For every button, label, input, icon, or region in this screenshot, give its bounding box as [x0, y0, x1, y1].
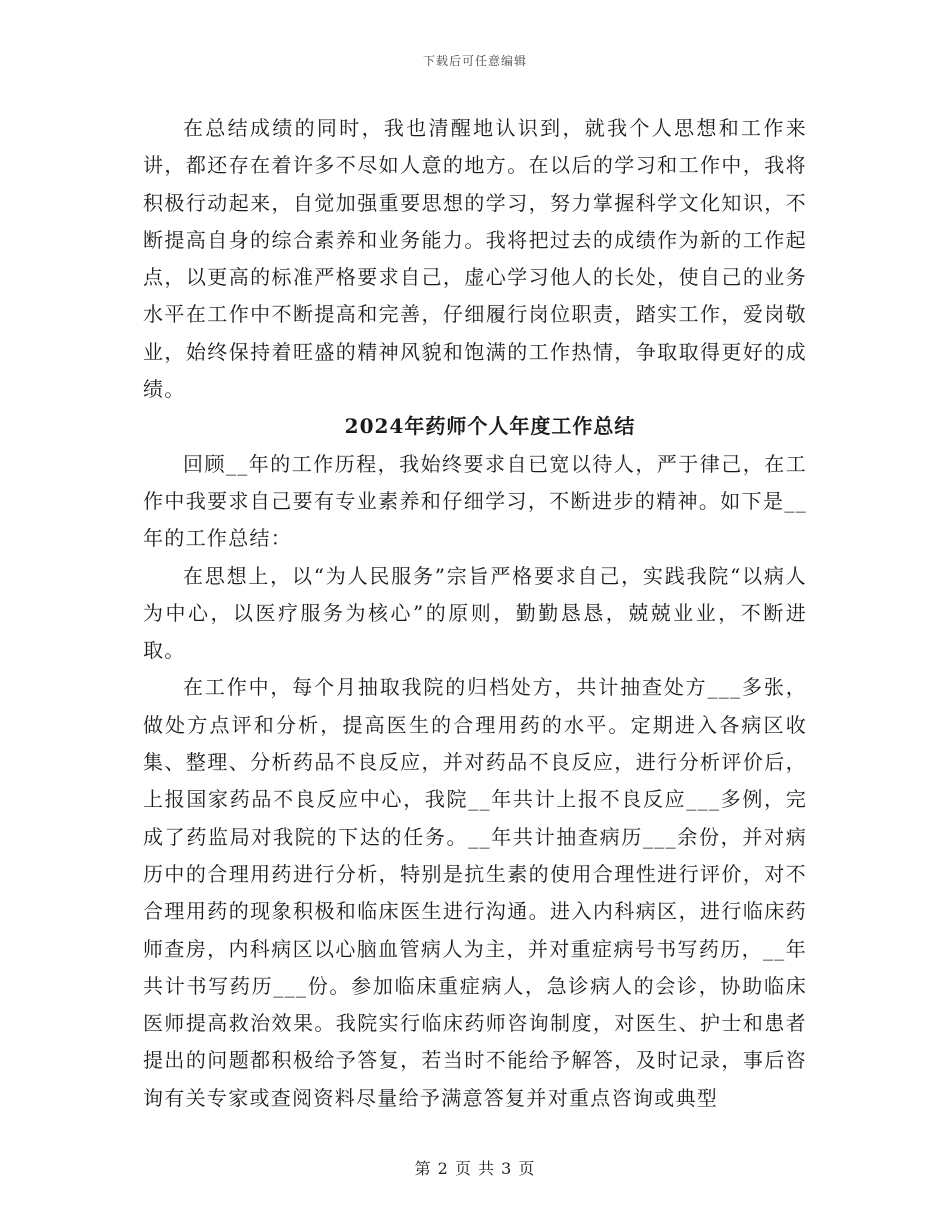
paragraph-summary-reflection: 在总结成绩的同时，我也清醒地认识到，就我个人思想和工作来讲，都还存在着许多不尽如人意的地方。在以后的学习和工作中，我将积极行动起来，自觉加强重要思想的学习，努力掌握科学文化知识，不断提高自身的综合素养和业务能力。我将把过去的成绩作为新的工作起点，以更高的标准严格要求自己，虚心学习他人的长处，使自己的业务水平在工作中不断提高和完善，仔细履行岗位职责，踏实工作，爱岗敬业，始终保持着旺盛的精神风貌和饱满的工作热情，争取取得更好的成绩。 — [143, 116, 807, 402]
document-body — [143, 110, 807, 1117]
document-title: 2024年药师个人年度工作总结 — [344, 414, 636, 439]
paragraph-work: 在工作中，每个月抽取我院的归档处方，共计抽查处方___多张，做处方点评和分析，提高医生的合理用药的水平。定期进入各病区收集、整理、分析药品不良反应，并对药品不良反应，进行分析评价后，上报国家药品不良反应中心，我院__年共计上报不良反应___多例，完成了药监局对我院的下达的任务。__年共计抽查病历___余份，并对病历中的合理用药进行分析，特别是抗生素的使用合理性进行评价，对不合理用药的现象积极和临床医生进行沟通。进入内科病区，进行临床药师查房，内科病区以心脑血管病人为主，并对重症病号书写药历，__年共计书写药历___份。参加临床重症病人，急诊病人的会诊，协助临床医师提高救治效果。我院实行临床药师咨询制度，对医生、护士和患者提出的问题都积极给予答复，若当时不能给予解答，及时记录，事后咨询有关专家或查阅资料尽量给予满意答复并对重点咨询或典型 — [143, 675, 807, 1110]
page-number: 第 2 页 共 3 页 — [414, 1159, 536, 1178]
paragraph-ideology: 在思想上，以“为人民服务”宗旨严格要求自己，实践我院“以病人为中心，以医疗服务为核心”的原则，勤勤恳恳，兢兢业业，不断进取。 — [143, 563, 807, 663]
paragraph-review: 回顾__年的工作历程，我始终要求自已宽以待人，严于律己，在工作中我要求自己要有专业素养和仔细学习，不断进步的精神。如下是__年的工作总结： — [143, 451, 807, 551]
header-note: 下载后可任意编辑 — [422, 54, 527, 68]
